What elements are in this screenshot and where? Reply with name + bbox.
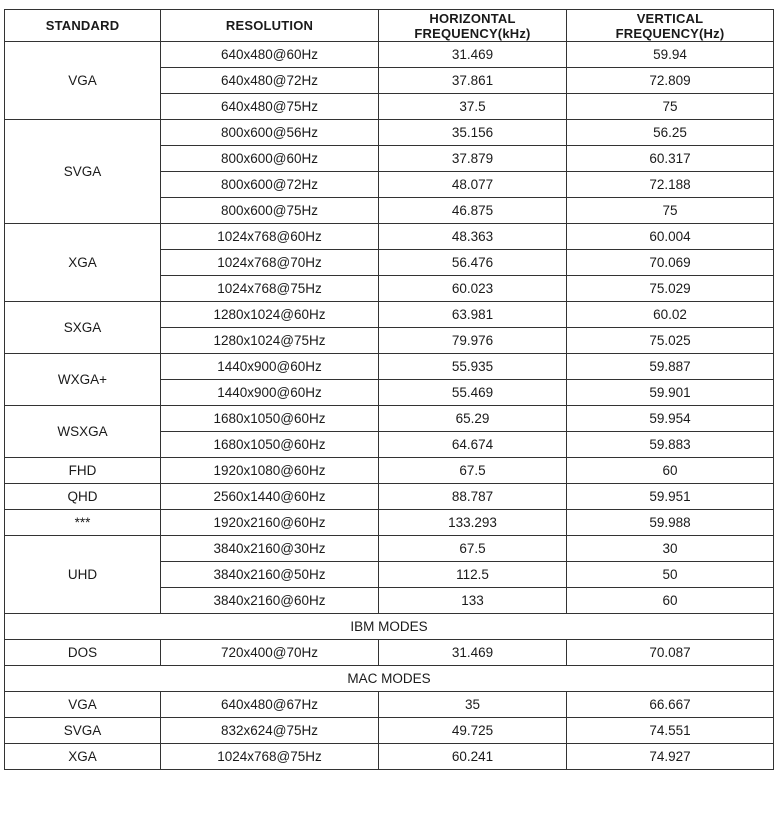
resolution-cell: 1440x900@60Hz bbox=[161, 380, 379, 406]
vertical-frequency-cell: 59.901 bbox=[567, 380, 774, 406]
vertical-frequency-cell: 60.317 bbox=[567, 146, 774, 172]
table-body bbox=[5, 42, 774, 770]
standard-cell: FHD bbox=[5, 458, 161, 484]
table-row bbox=[5, 120, 774, 146]
vertical-frequency-cell: 75 bbox=[567, 94, 774, 120]
horizontal-frequency-cell: 48.077 bbox=[379, 172, 567, 198]
vertical-frequency-cell: 72.809 bbox=[567, 68, 774, 94]
horizontal-frequency-cell: 60.023 bbox=[379, 276, 567, 302]
horizontal-frequency-cell: 48.363 bbox=[379, 224, 567, 250]
ibm-modes-title-row bbox=[5, 614, 774, 640]
table-row bbox=[5, 458, 774, 484]
horizontal-frequency-cell: 31.469 bbox=[379, 42, 567, 68]
horizontal-frequency-cell: 67.5 bbox=[379, 458, 567, 484]
standard-cell: SVGA bbox=[5, 718, 161, 744]
resolution-cell: 3840x2160@60Hz bbox=[161, 588, 379, 614]
vertical-frequency-cell: 59.883 bbox=[567, 432, 774, 458]
standard-cell: WXGA+ bbox=[5, 354, 161, 406]
horizontal-frequency-cell: 112.5 bbox=[379, 562, 567, 588]
resolution-cell: 640x480@75Hz bbox=[161, 94, 379, 120]
vertical-frequency-cell: 66.667 bbox=[567, 692, 774, 718]
table-row bbox=[5, 484, 774, 510]
horizontal-frequency-cell: 37.879 bbox=[379, 146, 567, 172]
resolution-cell: 1280x1024@75Hz bbox=[161, 328, 379, 354]
horizontal-frequency-cell: 88.787 bbox=[379, 484, 567, 510]
standard-cell: UHD bbox=[5, 536, 161, 614]
horizontal-frequency-cell: 67.5 bbox=[379, 536, 567, 562]
horizontal-frequency-cell: 56.476 bbox=[379, 250, 567, 276]
horizontal-frequency-cell: 37.5 bbox=[379, 94, 567, 120]
resolution-cell: 800x600@72Hz bbox=[161, 172, 379, 198]
vertical-frequency-cell: 60.02 bbox=[567, 302, 774, 328]
resolution-cell: 800x600@60Hz bbox=[161, 146, 379, 172]
vertical-frequency-cell: 56.25 bbox=[567, 120, 774, 146]
vertical-frequency-cell: 60 bbox=[567, 458, 774, 484]
resolution-cell: 640x480@72Hz bbox=[161, 68, 379, 94]
table-row bbox=[5, 302, 774, 328]
horizontal-frequency-cell: 64.674 bbox=[379, 432, 567, 458]
horizontal-frequency-cell: 35.156 bbox=[379, 120, 567, 146]
horizontal-frequency-cell: 133 bbox=[379, 588, 567, 614]
vertical-frequency-cell: 30 bbox=[567, 536, 774, 562]
table-row bbox=[5, 640, 774, 666]
vertical-frequency-cell: 50 bbox=[567, 562, 774, 588]
horizontal-frequency-cell: 63.981 bbox=[379, 302, 567, 328]
vertical-frequency-cell: 70.069 bbox=[567, 250, 774, 276]
vertical-frequency-cell: 75.025 bbox=[567, 328, 774, 354]
resolution-cell: 3840x2160@50Hz bbox=[161, 562, 379, 588]
horizontal-frequency-cell: 55.469 bbox=[379, 380, 567, 406]
horizontal-frequency-cell: 31.469 bbox=[379, 640, 567, 666]
header-horizontal-frequency bbox=[379, 10, 567, 42]
table-row bbox=[5, 510, 774, 536]
resolution-cell: 832x624@75Hz bbox=[161, 718, 379, 744]
vertical-frequency-cell: 60.004 bbox=[567, 224, 774, 250]
vertical-frequency-cell: 59.988 bbox=[567, 510, 774, 536]
header-vertical-frequency bbox=[567, 10, 774, 42]
standard-cell: SVGA bbox=[5, 120, 161, 224]
table-row bbox=[5, 42, 774, 68]
table-row bbox=[5, 718, 774, 744]
resolution-cell: 1024x768@75Hz bbox=[161, 744, 379, 770]
standard-cell: SXGA bbox=[5, 302, 161, 354]
vertical-frequency-cell: 59.887 bbox=[567, 354, 774, 380]
resolution-cell: 720x400@70Hz bbox=[161, 640, 379, 666]
header-vertical-line2: FREQUENCY(Hz) bbox=[615, 25, 725, 41]
standard-cell: XGA bbox=[5, 224, 161, 302]
resolution-cell: 1920x1080@60Hz bbox=[161, 458, 379, 484]
table-row bbox=[5, 744, 774, 770]
resolution-cell: 800x600@56Hz bbox=[161, 120, 379, 146]
resolution-cell: 2560x1440@60Hz bbox=[161, 484, 379, 510]
resolution-cell: 1920x2160@60Hz bbox=[161, 510, 379, 536]
mac-modes-title-row bbox=[5, 666, 774, 692]
vertical-frequency-cell: 74.551 bbox=[567, 718, 774, 744]
vertical-frequency-cell: 74.927 bbox=[567, 744, 774, 770]
resolution-cell: 800x600@75Hz bbox=[161, 198, 379, 224]
standard-cell: *** bbox=[5, 510, 161, 536]
vertical-frequency-cell: 70.087 bbox=[567, 640, 774, 666]
header-resolution: RESOLUTION bbox=[161, 10, 379, 42]
header-horizontal-line2: FREQUENCY(kHz) bbox=[414, 25, 531, 41]
horizontal-frequency-cell: 35 bbox=[379, 692, 567, 718]
standard-cell: QHD bbox=[5, 484, 161, 510]
vertical-frequency-cell: 75.029 bbox=[567, 276, 774, 302]
table-row bbox=[5, 224, 774, 250]
standard-cell: DOS bbox=[5, 640, 161, 666]
table-row bbox=[5, 536, 774, 562]
horizontal-frequency-cell: 65.29 bbox=[379, 406, 567, 432]
resolution-cell: 1024x768@75Hz bbox=[161, 276, 379, 302]
resolution-cell: 1024x768@60Hz bbox=[161, 224, 379, 250]
resolution-cell: 1024x768@70Hz bbox=[161, 250, 379, 276]
table-row bbox=[5, 406, 774, 432]
horizontal-frequency-cell: 55.935 bbox=[379, 354, 567, 380]
vertical-frequency-cell: 59.951 bbox=[567, 484, 774, 510]
standard-cell: XGA bbox=[5, 744, 161, 770]
horizontal-frequency-cell: 133.293 bbox=[379, 510, 567, 536]
timing-table bbox=[4, 9, 774, 770]
resolution-cell: 1680x1050@60Hz bbox=[161, 432, 379, 458]
horizontal-frequency-cell: 79.976 bbox=[379, 328, 567, 354]
header-standard: STANDARD bbox=[5, 10, 161, 42]
horizontal-frequency-cell: 46.875 bbox=[379, 198, 567, 224]
horizontal-frequency-cell: 60.241 bbox=[379, 744, 567, 770]
ibm-modes-title: IBM MODES bbox=[5, 614, 774, 640]
header-row bbox=[5, 10, 774, 42]
resolution-cell: 1440x900@60Hz bbox=[161, 354, 379, 380]
table-row bbox=[5, 692, 774, 718]
table-row bbox=[5, 354, 774, 380]
resolution-cell: 640x480@67Hz bbox=[161, 692, 379, 718]
vertical-frequency-cell: 59.94 bbox=[567, 42, 774, 68]
horizontal-frequency-cell: 49.725 bbox=[379, 718, 567, 744]
resolution-cell: 1680x1050@60Hz bbox=[161, 406, 379, 432]
vertical-frequency-cell: 72.188 bbox=[567, 172, 774, 198]
header-horizontal-line1: HORIZONTAL bbox=[429, 10, 516, 26]
standard-cell: WSXGA bbox=[5, 406, 161, 458]
resolution-cell: 3840x2160@30Hz bbox=[161, 536, 379, 562]
resolution-cell: 640x480@60Hz bbox=[161, 42, 379, 68]
standard-cell: VGA bbox=[5, 692, 161, 718]
vertical-frequency-cell: 59.954 bbox=[567, 406, 774, 432]
standard-cell: VGA bbox=[5, 42, 161, 120]
horizontal-frequency-cell: 37.861 bbox=[379, 68, 567, 94]
mac-modes-title: MAC MODES bbox=[5, 666, 774, 692]
vertical-frequency-cell: 60 bbox=[567, 588, 774, 614]
header-vertical-line1: VERTICAL bbox=[636, 10, 704, 26]
resolution-cell: 1280x1024@60Hz bbox=[161, 302, 379, 328]
vertical-frequency-cell: 75 bbox=[567, 198, 774, 224]
